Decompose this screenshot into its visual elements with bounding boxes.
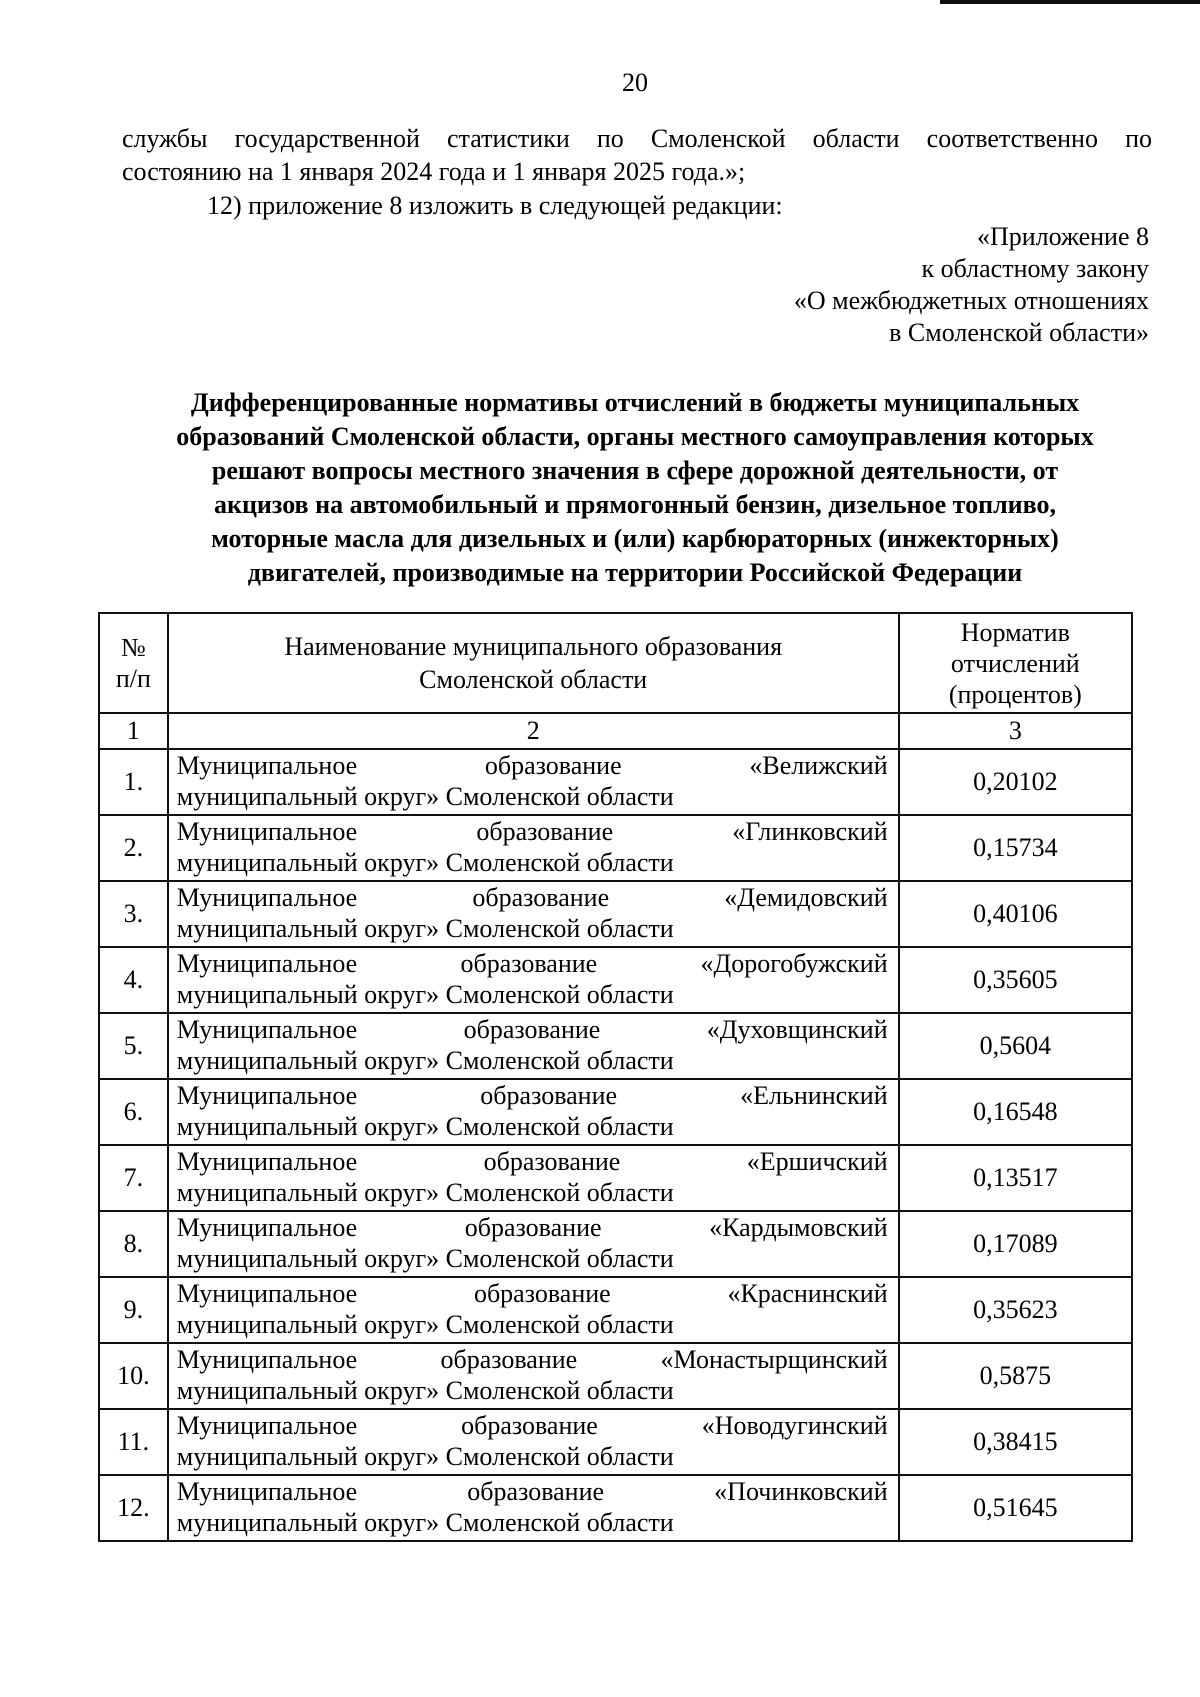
norm-value: 0,5604 bbox=[899, 1013, 1132, 1079]
municipality-name-line-1: Муниципальное образование «Велижский bbox=[176, 751, 888, 780]
table-header-row bbox=[99, 613, 1132, 713]
row-number: 4. bbox=[99, 947, 168, 1013]
municipality-name-line-2: муниципальный округ» Смоленской области bbox=[176, 914, 674, 943]
row-number: 10. bbox=[99, 1343, 168, 1409]
intro-line-1: службы государственной статистики по Смоленской области соответственно по bbox=[122, 124, 1152, 153]
norm-value: 0,51645 bbox=[899, 1475, 1132, 1541]
norm-value: 0,13517 bbox=[899, 1145, 1132, 1211]
title-line-5: моторные масла для дизельных и (или) карбюраторных (инжекторных) bbox=[211, 524, 1059, 553]
municipality-name-line-1: Муниципальное образование «Новодугинский bbox=[176, 1411, 888, 1440]
municipality-name-line-2: муниципальный округ» Смоленской области bbox=[176, 1178, 674, 1207]
header-value-line-2: отчислений bbox=[950, 648, 1080, 678]
header-value bbox=[899, 613, 1132, 713]
title-line-4: акцизов на автомобильный и прямогонный бензин, дизельное топливо, bbox=[213, 490, 1057, 519]
table-row bbox=[99, 815, 1132, 881]
municipality-name bbox=[168, 1277, 899, 1343]
table-row bbox=[99, 1343, 1132, 1409]
row-number: 2. bbox=[99, 815, 168, 881]
table-row bbox=[99, 1013, 1132, 1079]
norm-value: 0,20102 bbox=[899, 749, 1132, 815]
municipality-name bbox=[168, 881, 899, 947]
appendix-line-4: в Смоленской области» bbox=[889, 318, 1149, 347]
row-number: 7. bbox=[99, 1145, 168, 1211]
municipality-name-line-2: муниципальный округ» Смоленской области bbox=[176, 1376, 674, 1405]
header-name-line-1: Наименование муниципального образования bbox=[284, 632, 783, 661]
municipality-name-line-1: Муниципальное образование «Монастырщинский bbox=[176, 1345, 888, 1374]
table-row bbox=[99, 1211, 1132, 1277]
municipality-name bbox=[168, 1211, 899, 1277]
municipality-name bbox=[168, 1079, 899, 1145]
row-number: 5. bbox=[99, 1013, 168, 1079]
municipality-name bbox=[168, 1343, 899, 1409]
header-value-line-3: (процентов) bbox=[948, 679, 1082, 709]
row-number: 9. bbox=[99, 1277, 168, 1343]
municipality-name-line-2: муниципальный округ» Смоленской области bbox=[176, 1244, 674, 1273]
table-row bbox=[99, 881, 1132, 947]
norm-value: 0,35605 bbox=[899, 947, 1132, 1013]
table-row bbox=[99, 1277, 1132, 1343]
appendix-line-1: «Приложение 8 bbox=[976, 222, 1149, 251]
municipality-name-line-1: Муниципальное образование «Дорогобужский bbox=[176, 949, 888, 978]
municipality-name-line-2: муниципальный округ» Смоленской области bbox=[176, 980, 674, 1009]
appendix-line-3: «О межбюджетных отношениях bbox=[793, 286, 1149, 315]
header-num-line-1: № bbox=[120, 633, 146, 662]
municipality-name-line-1: Муниципальное образование «Демидовский bbox=[176, 883, 888, 912]
intro-paragraph bbox=[122, 122, 1152, 188]
header-num bbox=[99, 613, 168, 713]
document-title bbox=[120, 386, 1150, 590]
title-line-3: решают вопросы местного значения в сфере дорожной деятельности, от bbox=[211, 456, 1059, 485]
norm-value: 0,38415 bbox=[899, 1409, 1132, 1475]
municipality-name-line-1: Муниципальное образование «Глинковский bbox=[176, 817, 888, 846]
row-number: 11. bbox=[99, 1409, 168, 1475]
table-body bbox=[99, 749, 1132, 1541]
row-number: 8. bbox=[99, 1211, 168, 1277]
item-12-text: 12) приложение 8 изложить в следующей редакции: bbox=[207, 191, 783, 220]
municipality-name-line-1: Муниципальное образование «Ельнинский bbox=[176, 1081, 888, 1110]
row-number: 1. bbox=[99, 749, 168, 815]
column-index-2: 2 bbox=[168, 713, 899, 749]
municipality-name-line-2: муниципальный округ» Смоленской области bbox=[176, 1310, 674, 1339]
municipality-name-line-1: Муниципальное образование «Кардымовский bbox=[176, 1213, 888, 1242]
table-row bbox=[99, 1145, 1132, 1211]
header-value-line-1: Норматив bbox=[960, 617, 1070, 647]
norm-value: 0,15734 bbox=[899, 815, 1132, 881]
norm-value: 0,40106 bbox=[899, 881, 1132, 947]
page-number: 20 bbox=[622, 68, 648, 97]
municipality-name bbox=[168, 1013, 899, 1079]
municipality-name-line-1: Муниципальное образование «Починковский bbox=[176, 1477, 888, 1506]
column-index-3: 3 bbox=[899, 713, 1132, 749]
table-row bbox=[99, 1409, 1132, 1475]
municipality-name-line-1: Муниципальное образование «Духовщинский bbox=[176, 1015, 888, 1044]
appendix-reference bbox=[549, 221, 1149, 349]
title-line-1: Дифференцированные нормативы отчислений в бюджеты муниципальных bbox=[190, 388, 1080, 417]
row-number: 3. bbox=[99, 881, 168, 947]
municipality-name-line-1: Муниципальное образование «Ершичский bbox=[176, 1147, 888, 1176]
appendix-line-2: к областному закону bbox=[921, 254, 1149, 283]
municipality-name-line-2: муниципальный округ» Смоленской области bbox=[176, 1112, 674, 1141]
municipality-name bbox=[168, 749, 899, 815]
municipality-name-line-2: муниципальный округ» Смоленской области bbox=[176, 1442, 674, 1471]
row-number: 6. bbox=[99, 1079, 168, 1145]
norm-value: 0,17089 bbox=[899, 1211, 1132, 1277]
title-line-2: образований Смоленской области, органы местного самоуправления которых bbox=[176, 422, 1094, 451]
column-index-1: 1 bbox=[99, 713, 168, 749]
norms-table bbox=[98, 612, 1133, 1542]
municipality-name-line-2: муниципальный округ» Смоленской области bbox=[176, 848, 674, 877]
municipality-name bbox=[168, 815, 899, 881]
intro-line-2: состоянию на 1 января 2024 года и 1 января 2025 года.»; bbox=[122, 157, 746, 186]
municipality-name-line-2: муниципальный округ» Смоленской области bbox=[176, 1046, 674, 1075]
municipality-name-line-1: Муниципальное образование «Краснинский bbox=[176, 1279, 888, 1308]
table-row bbox=[99, 947, 1132, 1013]
top-border-line bbox=[940, 0, 1200, 4]
table-row bbox=[99, 1475, 1132, 1541]
norm-value: 0,35623 bbox=[899, 1277, 1132, 1343]
column-index-row bbox=[99, 713, 1132, 749]
norm-value: 0,16548 bbox=[899, 1079, 1132, 1145]
table-row bbox=[99, 749, 1132, 815]
header-name bbox=[168, 613, 899, 713]
title-line-6: двигателей, производимые на территории Российской Федерации bbox=[247, 558, 1023, 587]
municipality-name-line-2: муниципальный округ» Смоленской области bbox=[176, 782, 674, 811]
table-row bbox=[99, 1079, 1132, 1145]
municipality-name bbox=[168, 1409, 899, 1475]
municipality-name-line-2: муниципальный округ» Смоленской области bbox=[176, 1508, 674, 1537]
municipality-name bbox=[168, 947, 899, 1013]
header-name-line-2: Смоленской области bbox=[419, 665, 648, 694]
municipality-name bbox=[168, 1475, 899, 1541]
row-number: 12. bbox=[99, 1475, 168, 1541]
municipality-name bbox=[168, 1145, 899, 1211]
header-num-line-2: п/п bbox=[115, 664, 151, 693]
norm-value: 0,5875 bbox=[899, 1343, 1132, 1409]
